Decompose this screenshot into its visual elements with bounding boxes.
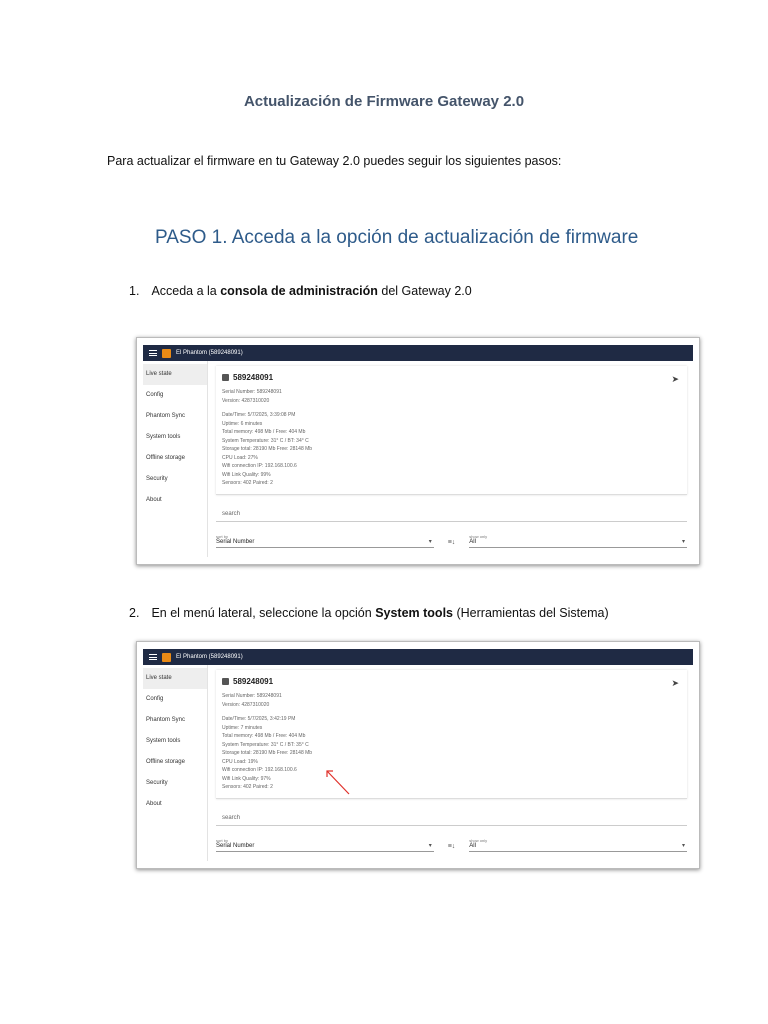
stat-line: Total memory: 498 Mb / Free: 404 Mb [222, 429, 306, 435]
sort-select[interactable] [216, 534, 434, 548]
stat-line: Storage total: 28190 Mb Free: 28148 Mb [222, 750, 313, 756]
sort-value: Serial Number [216, 539, 255, 545]
app-bar [143, 345, 693, 361]
sidebar-item-security[interactable]: Security [146, 780, 168, 786]
chevron-down-icon: ▾ [681, 843, 685, 849]
sidebar-item-security[interactable]: Security [146, 476, 168, 482]
sidebar-item-config[interactable]: Config [146, 392, 164, 398]
menu-icon[interactable] [149, 350, 157, 356]
sidebar-item-about[interactable]: About [146, 801, 162, 807]
chevron-down-icon: ▾ [428, 843, 432, 849]
show-label: show only [469, 838, 488, 843]
logo-icon [162, 349, 171, 358]
sort-select[interactable] [216, 838, 434, 852]
sidebar-item-live-state[interactable]: Live state [143, 364, 207, 385]
stat-line: CPU Load: 19% [222, 758, 258, 765]
screenshot-system-tools [136, 641, 700, 869]
chevron-down-icon: ▾ [681, 539, 685, 545]
sidebar-item-system-tools[interactable]: System tools [146, 738, 181, 744]
screenshot-admin-console [136, 337, 700, 565]
logo-icon [162, 653, 171, 662]
stat-line: Wifi connection IP: 192.168.100.6 [222, 463, 297, 469]
list-number: 1. [129, 284, 140, 298]
sort-label: sort by [216, 838, 229, 843]
show-value: All [469, 843, 476, 849]
list-text: Acceda a la consola de administración del Gateway 2.0 [151, 284, 472, 298]
list-item [129, 606, 609, 620]
list-number: 2. [129, 606, 140, 620]
version: Version: 4287310020 [222, 701, 270, 708]
stat-line: Storage total: 28190 Mb Free: 28148 Mb [222, 446, 313, 452]
stat-line: Uptime: 7 minutes [222, 724, 263, 731]
device-card [216, 670, 687, 799]
stat-line: Uptime: 6 minutes [222, 420, 263, 427]
document-title: Actualización de Firmware Gateway 2.0 [243, 93, 525, 110]
serial-number: Serial Number: 589248091 [222, 389, 282, 395]
sidebar [143, 665, 208, 861]
sidebar-item-offline-storage[interactable]: Offline storage [146, 759, 185, 765]
sidebar-item-live-state[interactable]: Live state [143, 668, 207, 689]
send-icon[interactable]: ➤ [671, 678, 679, 688]
device-icon [222, 678, 229, 685]
stat-line: Sensors: 402 Paired: 2 [222, 784, 273, 790]
step-heading: PASO 1. Acceda a la opción de actualización de firmware [155, 227, 639, 248]
stat-line: Wifi connection IP: 192.168.100.6 [222, 767, 297, 773]
show-value: All [469, 539, 476, 545]
stat-line: System Temperature: 31° C / BT: 35° C [222, 741, 309, 748]
sort-order-icon[interactable]: ≡↓ [447, 843, 456, 850]
stat-line: Wifi Link Quality: 99% [222, 471, 271, 478]
stat-line: Total memory: 498 Mb / Free: 404 Mb [222, 733, 306, 739]
show-only-select[interactable] [469, 534, 687, 548]
sort-order-icon[interactable]: ≡↓ [447, 539, 456, 546]
sort-value: Serial Number [216, 843, 255, 849]
device-id: 589248091 [233, 677, 274, 686]
search-input[interactable]: search [216, 811, 687, 826]
stat-line: Wifi Link Quality: 97% [222, 775, 271, 782]
serial-number: Serial Number: 589248091 [222, 693, 282, 699]
app-bar [143, 649, 693, 665]
sidebar-item-config[interactable]: Config [146, 696, 164, 702]
send-icon[interactable]: ➤ [671, 374, 679, 384]
sidebar-item-about[interactable]: About [146, 497, 162, 503]
show-only-select[interactable] [469, 838, 687, 852]
stat-line: CPU Load: 27% [222, 454, 258, 461]
show-label: show only [469, 534, 488, 539]
device-icon [222, 374, 229, 381]
list-text: En el menú lateral, seleccione la opción System tools (Herramientas del Sistema) [151, 606, 609, 620]
search-input[interactable]: search [216, 507, 687, 522]
sidebar-item-offline-storage[interactable]: Offline storage [146, 455, 185, 461]
intro-paragraph: Para actualizar el firmware en tu Gateway 2.0 puedes seguir los siguientes pasos: [107, 154, 562, 168]
device-card [216, 366, 687, 495]
stat-line: Date/Time: 5/7/2025, 3:42:19 PM [222, 716, 296, 722]
sort-label: sort by [216, 534, 229, 539]
stat-line: Date/Time: 5/7/2025, 3:39:08 PM [222, 412, 296, 418]
sidebar-item-system-tools[interactable]: System tools [146, 434, 181, 440]
stat-line: Sensors: 402 Paired: 2 [222, 480, 273, 486]
menu-icon[interactable] [149, 654, 157, 660]
list-item [129, 284, 472, 298]
device-id: 589248091 [233, 373, 274, 382]
sidebar-item-phantom-sync[interactable]: Phantom Sync [146, 717, 186, 723]
version: Version: 4287310020 [222, 397, 270, 404]
stat-line: System Temperature: 31° C / BT: 34° C [222, 437, 309, 444]
sidebar [143, 361, 208, 557]
app-title: El Phantom (589248091) [176, 350, 243, 356]
sidebar-item-phantom-sync[interactable]: Phantom Sync [146, 413, 186, 419]
app-title: El Phantom (589248091) [176, 654, 243, 660]
chevron-down-icon: ▾ [428, 539, 432, 545]
